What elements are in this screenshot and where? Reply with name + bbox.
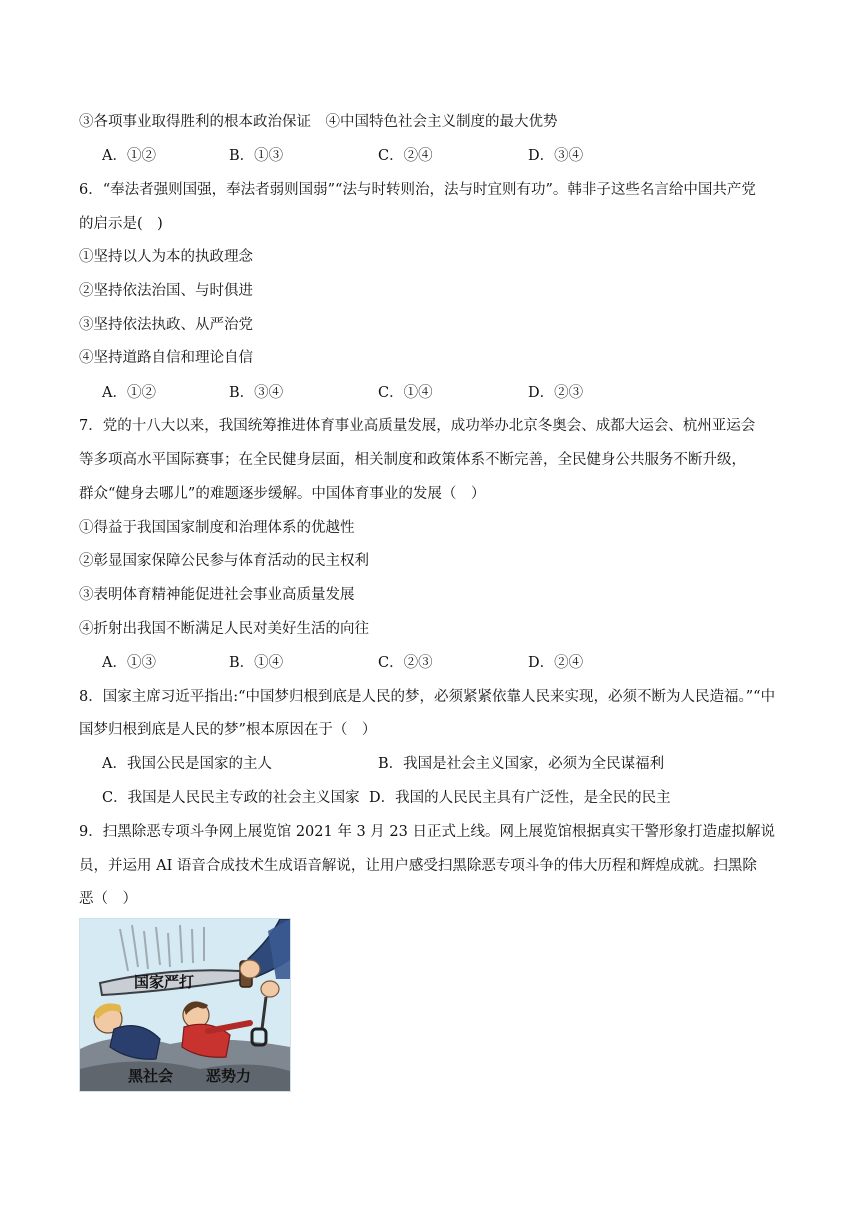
q7-option-a[interactable]: A．①③ <box>102 655 156 671</box>
q6-stem-line-2: 的启示是( ) <box>79 216 163 232</box>
q6-stem-line-1: 6．“奉法者强则国强，奉法者弱则国弱”“法与时转则治，法与时宜则有功”。韩非子这些名言给中国共产党 <box>79 182 756 198</box>
q7-option-d[interactable]: D．②④ <box>528 655 584 671</box>
q8-option-a[interactable]: A．我国公民是国家的主人 <box>102 756 272 772</box>
q7-stem-line-3: 群众“健身去哪儿”的难题逐步缓解。中国体育事业的发展（ ） <box>79 486 486 502</box>
q7-item-4: ④折射出我国不断满足人民对美好生活的向往 <box>79 621 369 637</box>
q8-stem-line-1: 8．国家主席习近平指出:“中国梦归根到底是人民的梦，必须紧紧依靠人民来实现，必须不断为人民造福。”“中 <box>79 689 776 705</box>
q9-stem-line-1: 9．扫黑除恶专项斗争网上展览馆 2021 年 3 月 23 日正式上线。网上展览馆根据真实干警形象打造虚拟解说 <box>79 824 775 840</box>
cartoon-drawing <box>80 919 290 1091</box>
q6-item-2: ②坚持依法治国、与时俱进 <box>79 283 253 299</box>
q7-item-3: ③表明体育精神能促进社会事业高质量发展 <box>79 587 355 603</box>
q7-stem-line-1: 7．党的十八大以来，我国统筹推进体育事业高质量发展，成功举办北京冬奥会、成都大运会、杭州亚运会 <box>79 418 756 434</box>
figure-label-sword: 国家严打 <box>134 973 195 991</box>
q6-item-4: ④坚持道路自信和理论自信 <box>79 350 253 366</box>
cartoon-illustration <box>79 918 291 1092</box>
q6-option-b[interactable]: B．③④ <box>229 385 284 401</box>
q9-stem-line-2: 员，并运用 AI 语音合成技术生成语音解说，让用户感受扫黑除恶专项斗争的伟大历程和辉煌成就。扫黑除 <box>79 858 757 874</box>
q8-option-b[interactable]: B．我国是社会主义国家，必须为全民谋福利 <box>378 756 665 772</box>
figure-label-left: 黑社会 <box>128 1067 174 1085</box>
q7-item-1: ①得益于我国国家制度和治理体系的优越性 <box>79 520 355 536</box>
q7-stem-line-2: 等多项高水平国际赛事；在全民健身层面，相关制度和政策体系不断完善，全民健身公共服务不断升级， <box>79 452 746 468</box>
q7-option-c[interactable]: C．②③ <box>378 655 433 671</box>
q8-stem-line-2: 国梦归根到底是人民的梦”根本原因在于（ ） <box>79 722 377 738</box>
q5-option-c[interactable]: C．②④ <box>378 148 433 164</box>
q8-option-c[interactable]: C．我国是人民民主专政的社会主义国家 <box>102 790 360 806</box>
q8-option-d[interactable]: D．我国的人民民主具有广泛性，是全民的民主 <box>369 790 671 806</box>
q7-option-b[interactable]: B．①④ <box>229 655 284 671</box>
q7-item-2: ②彰显国家保障公民参与体育活动的民主权利 <box>79 553 369 569</box>
q5-items-line: ③各项事业取得胜利的根本政治保证 ④中国特色社会主义制度的最大优势 <box>79 114 558 130</box>
q6-option-d[interactable]: D．②③ <box>528 385 584 401</box>
q6-item-3: ③坚持依法执政、从严治党 <box>79 317 253 333</box>
q5-option-d[interactable]: D．③④ <box>528 148 584 164</box>
q6-item-1: ①坚持以人为本的执政理念 <box>79 249 253 265</box>
figure-label-right: 恶势力 <box>206 1067 252 1085</box>
q6-option-c[interactable]: C．①④ <box>378 385 433 401</box>
q5-option-a[interactable]: A．①② <box>102 148 156 164</box>
q5-option-b[interactable]: B．①③ <box>229 148 284 164</box>
q6-option-a[interactable]: A．①② <box>102 385 156 401</box>
q9-stem-line-3: 恶（ ） <box>79 891 137 907</box>
